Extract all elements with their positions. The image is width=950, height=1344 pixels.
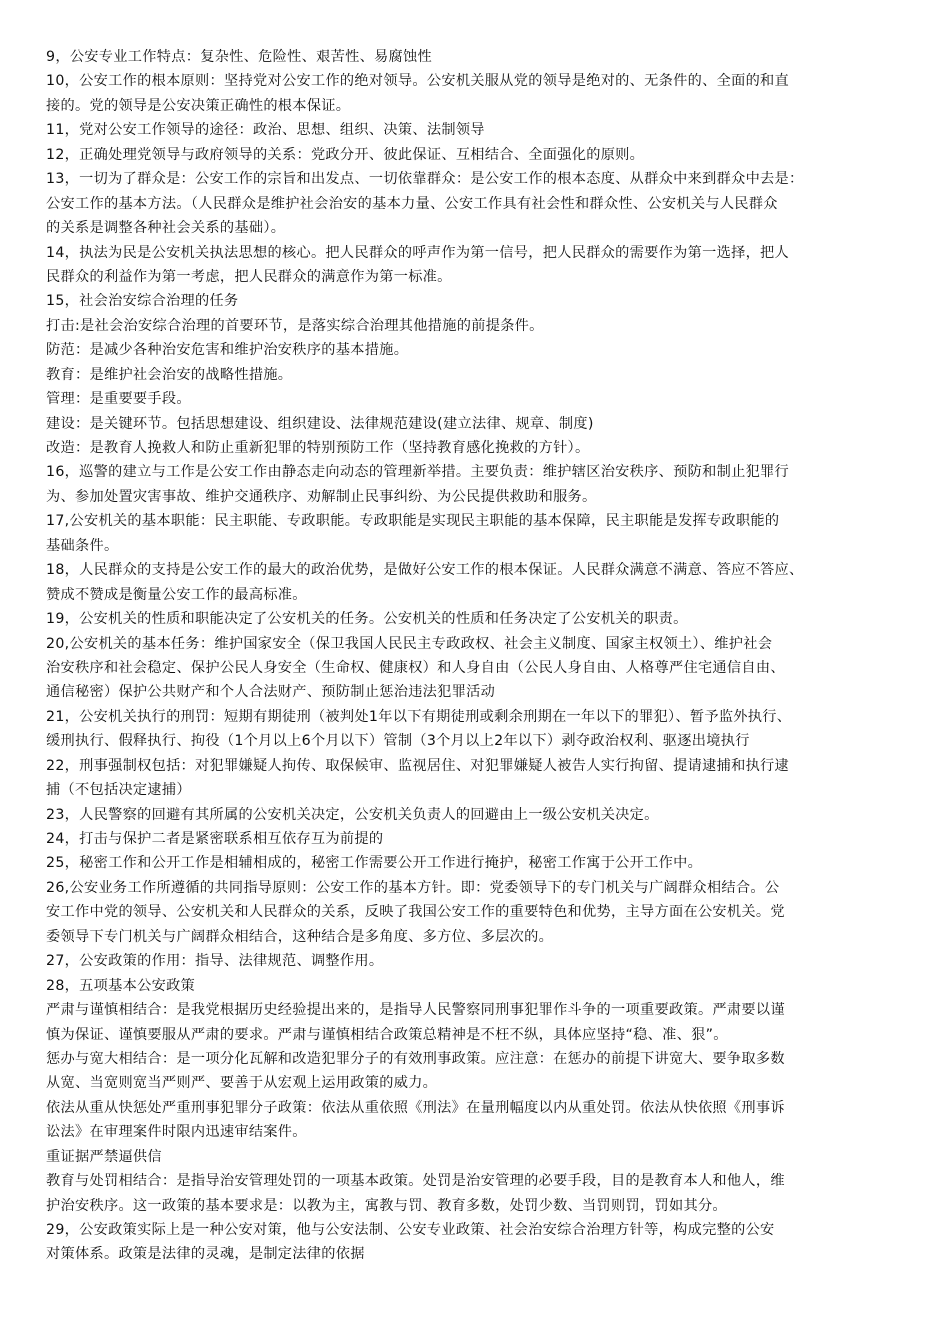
text-line: 依法从重从快惩处严重刑事犯罪分子政策：依法从重依照《刑法》在量刑幅度以内从重处罚。依法从快依照《刑事诉 bbox=[46, 1099, 785, 1116]
text-line: 10，公安工作的根本原则：坚持党对公安工作的绝对领导。公安机关服从党的领导是绝对的、无条件的、全面的和直 bbox=[46, 73, 790, 90]
text-line: 接的。党的领导是公安决策正确性的根本保证。 bbox=[46, 97, 351, 114]
text-line: 29，公安政策实际上是一种公安对策，他与公安法制、公安专业政策、社会治安综合治理方针等，构成完整的公安 bbox=[46, 1222, 775, 1238]
text-line: 护治安秩序。这一政策的基本要求是：以教为主，寓教与罚、教育多数，处罚少数、当罚则罚，罚如其分。 bbox=[46, 1197, 727, 1214]
text-line: 打击:是社会治安综合治理的首要环节，是落实综合治理其他措施的前提条件。 bbox=[46, 317, 544, 334]
text-line: 16，巡警的建立与工作是公安工作由静态走向动态的管理新举措。主要负责：维护辖区治安秩序、预防和制止犯罪行 bbox=[46, 464, 790, 481]
text-line: 惩办与宽大相结合：是一项分化瓦解和改造犯罪分子的有效刑事政策。应注意：在惩办的前提下讲宽大、要争取多数 bbox=[46, 1050, 785, 1067]
text-line: 缓刑执行、假释执行、拘役（1个月以上6个月以下）管制（3个月以上2年以下）剥夺政治权利、驱逐出境执行 bbox=[46, 733, 750, 750]
text-line: 11，党对公安工作领导的途径：政治、思想、组织、决策、法制领导 bbox=[46, 122, 485, 139]
text-line: 18，人民群众的支持是公安工作的最大的政治优势，是做好公安工作的根本保证。人民群众满意不满意、答应不答应、 bbox=[46, 562, 804, 579]
text-line: 防范：是减少各种治安危害和维护治安秩序的基本措施。 bbox=[46, 342, 409, 359]
text-line: 从宽、当宽则宽当严则严、要善于从宏观上运用政策的威力。 bbox=[46, 1075, 438, 1092]
text-line: 19，公安机关的性质和职能决定了公安机关的任务。公安机关的性质和任务决定了公安机关的职责。 bbox=[46, 611, 688, 628]
text-line: 改造：是教育人挽救人和防止重新犯罪的特别预防工作（坚持教育感化挽救的方针）。 bbox=[46, 440, 590, 456]
text-line: 捕（不包括决定逮捕） bbox=[46, 782, 191, 799]
text-line: 教育与处罚相结合：是指导治安管理处罚的一项基本政策。处罚是治安管理的必要手段，目的是教育本人和他人，维 bbox=[46, 1173, 785, 1190]
text-line: 24，打击与保护二者是紧密联系相互依存互为前提的 bbox=[46, 831, 384, 847]
text-line: 通信秘密）保护公共财产和个人合法财产、预防制止惩治违法犯罪活动 bbox=[46, 684, 496, 701]
text-line: 民群众的利益作为第一考虑，把人民群众的满意作为第一标准。 bbox=[46, 268, 452, 285]
text-line: 12，正确处理党领导与政府领导的关系：党政分开、彼此保证、互相结合、全面强化的原则。 bbox=[46, 146, 645, 163]
text-line: 讼法》在审理案件时限内迅速审结案件。 bbox=[46, 1124, 307, 1141]
text-line: 25，秘密工作和公开工作是相辅相成的，秘密工作需要公开工作进行掩护，秘密工作寓于公开工作中。 bbox=[46, 855, 703, 872]
document-body bbox=[46, 45, 906, 1267]
text-line: 委领导下专门机关与广阔群众相结合，这种结合是多角度、多方位、多层次的。 bbox=[46, 928, 554, 945]
text-line: 教育：是维护社会治安的战略性措施。 bbox=[46, 366, 293, 383]
text-line: 重证据严禁逼供信 bbox=[46, 1148, 162, 1165]
text-line: 28，五项基本公安政策 bbox=[46, 977, 196, 994]
text-line: 严肃与谨慎相结合：是我党根据历史经验提出来的，是指导人民警察同刑事犯罪作斗争的一项重要政策。严肃要以谨 bbox=[46, 1002, 785, 1019]
text-line: 慎为保证、谨慎要服从严肃的要求。严肃与谨慎相结合政策总精神是不枉不纵，具体应坚持“稳、准、狠”。 bbox=[46, 1026, 728, 1043]
text-line: 对策体系。政策是法律的灵魂，是制定法律的依据 bbox=[46, 1246, 365, 1263]
text-line: 建设：是关键环节。包括思想建设、组织建设、法律规范建设(建立法律、规章、制度) bbox=[46, 415, 594, 432]
text-line: 22，刑事强制权包括：对犯罪嫌疑人拘传、取保候审、监视居住、对犯罪嫌疑人被告人实行拘留、提请逮捕和执行逮 bbox=[46, 757, 790, 774]
text-line: 21，公安机关执行的刑罚：短期有期徒刑（被判处1年以下有期徒刑或剩余刑期在一年以下的罪犯）、暂予监外执行、 bbox=[46, 708, 792, 725]
text-line: 的关系是调整各种社会关系的基础）。 bbox=[46, 220, 286, 237]
text-line: 17,公安机关的基本职能：民主职能、专政职能。专政职能是实现民主职能的基本保障，民主职能是发挥专政职能的 bbox=[46, 513, 780, 530]
text-line: 14，执法为民是公安机关执法思想的核心。把人民群众的呼声作为第一信号，把人民群众的需要作为第一选择，把人 bbox=[46, 244, 790, 261]
text-line: 15，社会治安综合治理的任务 bbox=[46, 293, 239, 310]
text-line: 26,公安业务工作所遵循的共同指导原则：公安工作的基本方针。即：党委领导下的专门机关与广阔群众相结合。公 bbox=[46, 879, 780, 896]
text-line: 20,公安机关的基本任务：维护国家安全（保卫我国人民民主专政政权、社会主义制度、国家主权领土）、维护社会 bbox=[46, 635, 773, 652]
text-line: 9，公安专业工作特点：复杂性、危险性、艰苦性、易腐蚀性 bbox=[46, 49, 433, 65]
text-line: 为、参加处置灾害事故、维护交通秩序、劝解制止民事纠纷、为公民提供救助和服务。 bbox=[46, 488, 597, 505]
text-line: 23，人民警察的回避有其所属的公安机关决定，公安机关负责人的回避由上一级公安机关决定。 bbox=[46, 806, 659, 823]
text-line: 安工作中党的领导、公安机关和人民群众的关系，反映了我国公安工作的重要特色和优势，主导方面在公安机关。党 bbox=[46, 904, 785, 921]
text-line: 基础条件。 bbox=[46, 537, 119, 554]
text-line: 27，公安政策的作用：指导、法律规范、调整作用。 bbox=[46, 953, 384, 970]
text-line: 治安秩序和社会稳定、保护公民人身安全（生命权、健康权）和人身自由（公民人身自由、人格尊严住宅通信自由、 bbox=[46, 659, 785, 676]
text-line: 赞成不赞成是衡量公安工作的最高标准。 bbox=[46, 586, 307, 603]
text-line: 13，一切为了群众是：公安工作的宗旨和出发点、一切依靠群众：是公安工作的根本态度、从群众中来到群众中去是： bbox=[46, 171, 804, 188]
text-line: 公安工作的基本方法。（人民群众是维护社会治安的基本力量、公安工作具有社会性和群众性、公安机关与人民群众 bbox=[46, 195, 778, 212]
text-line: 管理：是重要要手段。 bbox=[46, 391, 191, 408]
